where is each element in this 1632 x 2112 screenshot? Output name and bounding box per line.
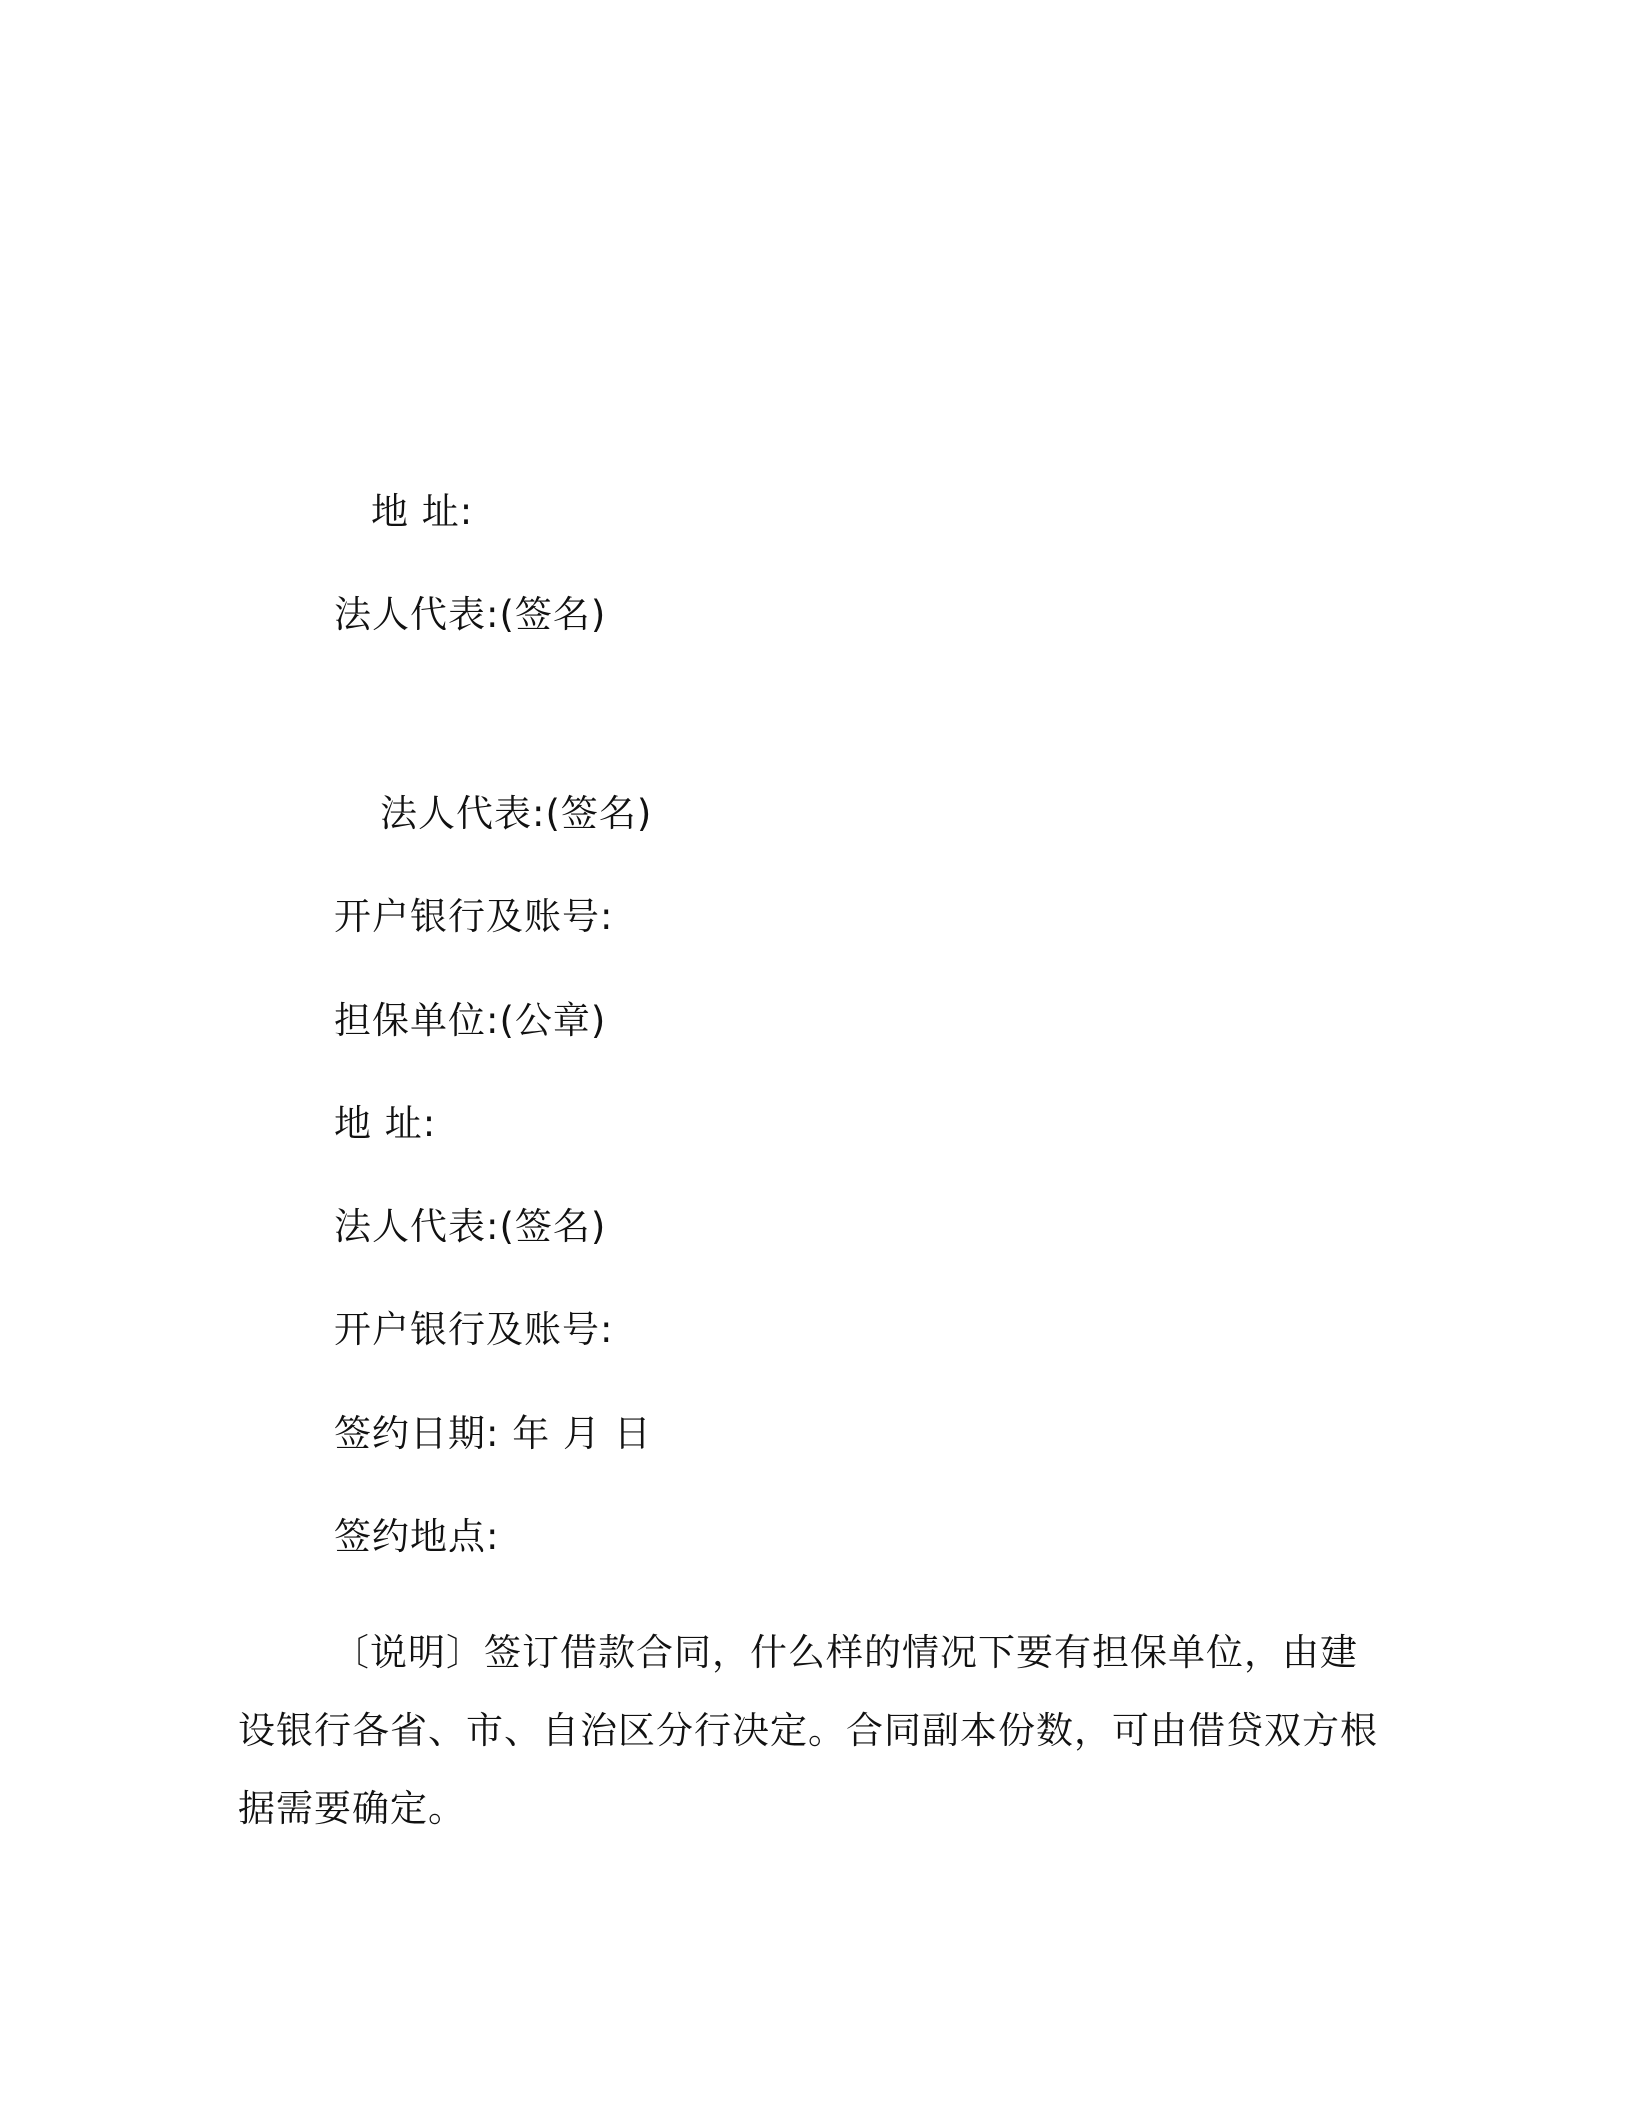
legal-rep-signature-3: 法人代表:(签名) [334, 1205, 607, 1248]
legal-rep-signature-2: 法人代表:(签名) [380, 792, 653, 835]
address-label-1: 地 址: [371, 490, 474, 533]
explanation-note: 〔说明〕签订借款合同，什么样的情况下要有担保单位，由建设银行各省、市、自治区分行决定。合同副本份数，可由借贷双方根据需要确定。 [238, 1631, 1378, 1830]
address-label-2: 地 址: [334, 1102, 437, 1145]
signing-date-label: 签约日期: 年 月 日 [334, 1412, 652, 1455]
bank-account-label-2: 开户银行及账号: [334, 1308, 614, 1351]
bank-account-label-1: 开户银行及账号: [334, 895, 614, 938]
legal-rep-signature-1: 法人代表:(签名) [334, 593, 607, 636]
signing-place-label: 签约地点: [334, 1515, 500, 1558]
guarantor-seal-label: 担保单位:(公章) [334, 999, 607, 1042]
